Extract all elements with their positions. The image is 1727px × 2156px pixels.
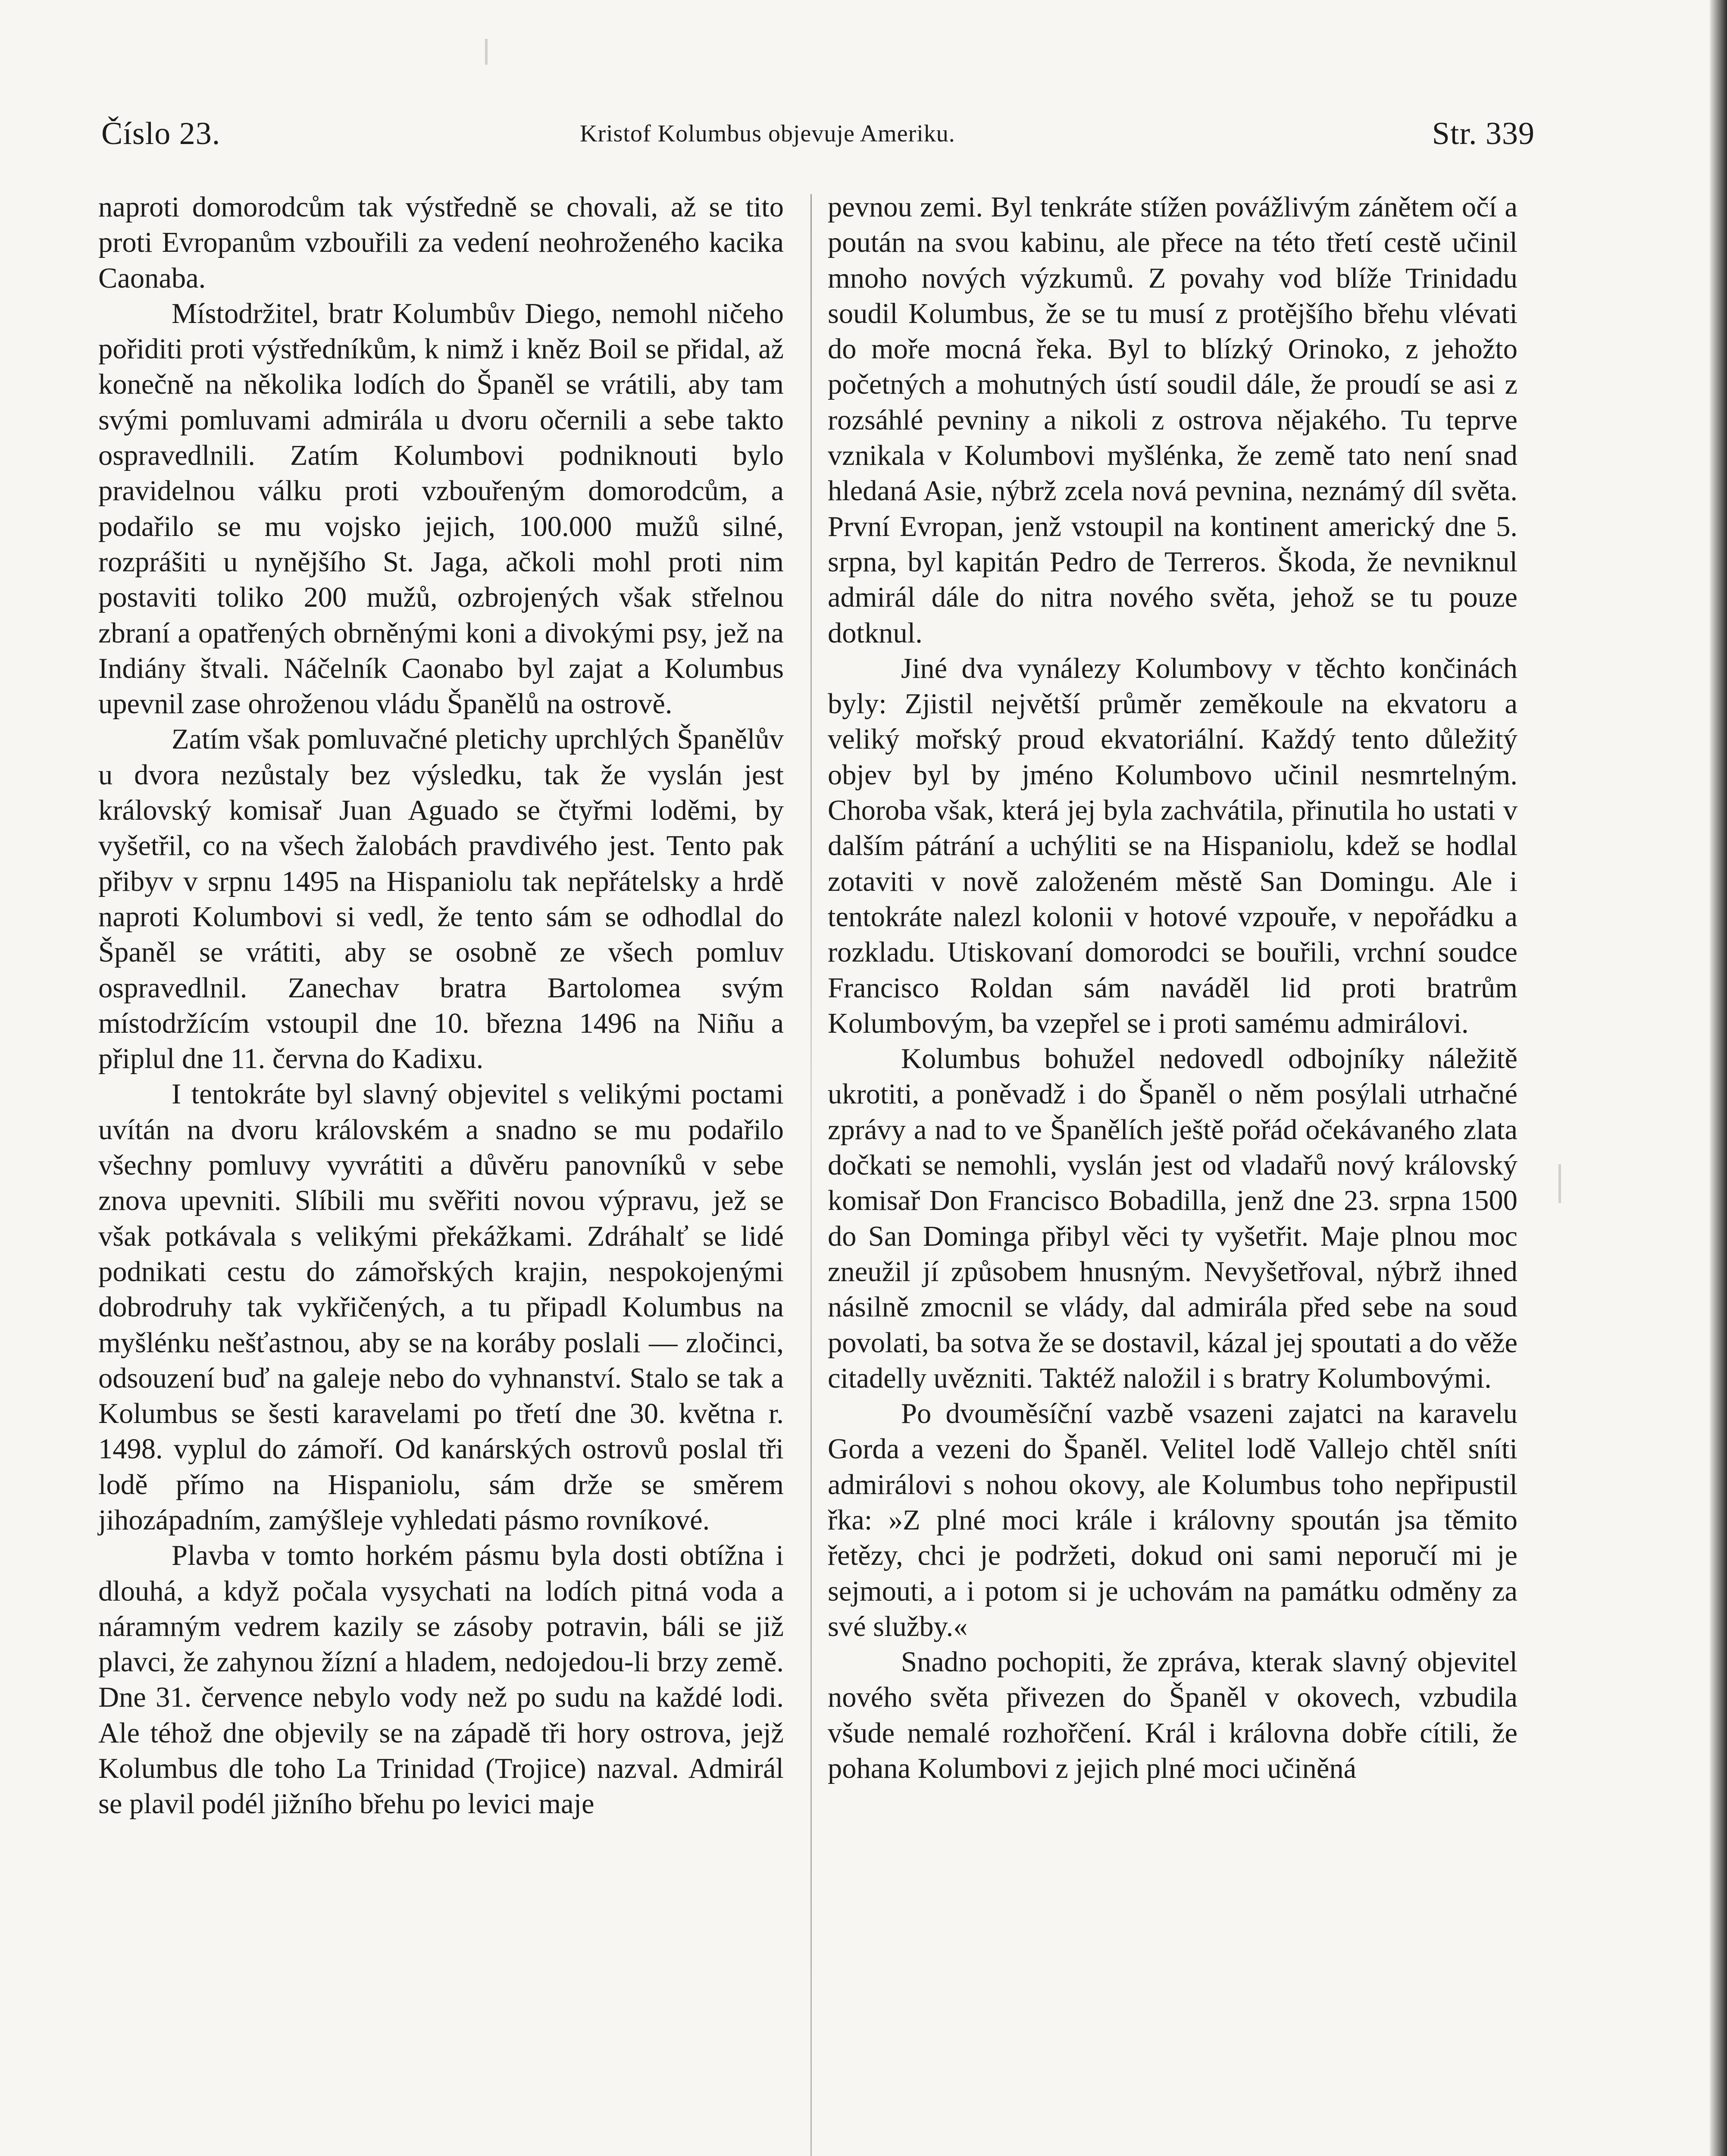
running-header	[101, 116, 1535, 154]
paragraph: Kolumbus bohužel nedovedl odbojníky náležitě ukrotiti, a poněvadž i do Španěl o něm posýlali utrhačné zprávy a nad to ve Španělích ještě pořád očekávaného zlata dočkati se nemohli, vyslán jest od vladařů nový královský komisař Don Francisco Bobadilla, jenž dne 23. srpna 1500 do San Dominga přibyl věci ty vyšetřit. Maje plnou moc zneužil jí způsobem hnusným. Nevyšetřoval, nýbrž ihned násilně zmocnil se vlády, dal admirála před sebe na soud povolati, ba sotva že se dostavil, kázal jej spoutati a do věže citadelly uvězniti. Taktéž naložil i s bratry Kolumbovými.	[828, 1043, 1517, 1394]
paragraph: Plavba v tomto horkém pásmu byla dosti obtížna i dlouhá, a když počala vysychati na lodích pitná voda a náramným vedrem kazily se zásoby potravin, báli se již plavci, že zahynou žízní a hladem, nedojedou-li brzy země. Dne 31. července nebylo vody než po sudu na každé lodi. Ale téhož dne objevily se na západě tři hory ostrova, jejž Kolumbus dle toho La Trinidad (Trojice) nazval. Admirál se plavil podél jižního břehu po levici maje	[98, 1540, 784, 1820]
running-title: Kristof Kolumbus objevuje Ameriku.	[580, 120, 955, 147]
paragraph: I tentokráte byl slavný objevitel s velikými poctami uvítán na dvoru královském a snadno se mu podařilo všechny pomluvy vyvrátiti a důvěru panovníků v sebe znova upevniti. Slíbili mu svěřiti novou výpravu, jež se však potkávala s velikými překážkami. Zdráhalť se lidé podnikati cestu do zámořských krajin, nespokojenými dobrodruhy tak vykřičených, a tu připadl Kolumbus na myšlénku nešťastnou, aby se na koráby poslali — zločinci, odsouzení buď na galeje nebo do vyhnanství. Stalo se tak a Kolumbus se šesti karavelami po třetí dne 30. května r. 1498. vyplul do zámoří. Od kanárských ostrovů poslal tři lodě přímo na Hispaniolu, sám drže se směrem jihozápadním, zamýšleje vyhledati pásmo rovníkové.	[98, 1078, 784, 1536]
paragraph: Zatím však pomluvačné pletichy uprchlých Španělův u dvora nezůstaly bez výsledku, tak že vyslán jest královský komisař Juan Aguado se čtyřmi loděmi, by vyšetřil, co na všech žalobách pravdivého jest. Tento pak přibyv v srpnu 1495 na Hispaniolu tak nepřátelsky a hrdě naproti Kolumbovi si vedl, že tento sám se odhodlal do Španěl se vrátiti, aby se osobně ze všech pomluv ospravedlnil. Zanechav bratra Bartolomea svým místodržícím vstoupil dne 10. března 1496 na Niñu a připlul dne 11. června do Kadixu.	[98, 724, 784, 1075]
scan-artifact	[485, 39, 488, 65]
page-number: Str. 339	[1432, 116, 1535, 151]
column-divider	[810, 194, 812, 2156]
issue-number: Číslo 23.	[101, 116, 221, 151]
paragraph: pevnou zemi. Byl tenkráte stížen povážlivým zánětem očí a poután na svou kabinu, ale přece na této třetí cestě učinil mnoho nových výzkumů. Z povahy vod blíže Trinidadu soudil Kolumbus, že se tu musí z protějšího břehu vlévati do moře mocná řeka. Byl to blízký Orinoko, z jehožto početných a mohutných ústí soudil dále, že proudí se asi z rozsáhlé pevniny a nikoli z ostrova nějakého. Tu teprve vznikala v Kolumbovi myšlénka, že země tato není snad hledaná Asie, nýbrž zcela nová pevnina, neznámý díl světa. První Evropan, jenž vstoupil na kontinent americký dne 5. srpna, byl kapitán Pedro de Terreros. Škoda, že nevniknul admirál dále do nitra nového světa, jehož se tu pouze dotknul.	[828, 191, 1517, 649]
paragraph: Po dvouměsíční vazbě vsazeni zajatci na karavelu Gorda a vezeni do Španěl. Velitel lodě Vallejo chtěl sníti admirálovi s nohou okovy, ale Kolumbus toho nepřipustil řka: »Z plné moci krále i královny spoután jsa těmito řetězy, chci je podržeti, dokud oni sami neporučí mi je sejmouti, a i potom si je uchovám na památku odměny za své služby.«	[828, 1398, 1517, 1642]
scan-artifact	[1558, 1164, 1561, 1203]
right-column	[828, 190, 1517, 1786]
left-column	[98, 190, 784, 1822]
paragraph: Jiné dva vynálezy Kolumbovy v těchto končinách byly: Zjistil největší průměr zeměkoule na ekvatoru a veliký mořský proud ekvatoriální. Každý tento důležitý objev byl by jméno Kolumbovo učinil nesmrtelným. Choroba však, která jej byla zachvátila, přinutila ho ustati v dalším pátrání a uchýliti se na Hispaniolu, kdež se hodlal zotaviti v nově založeném městě San Domingu. Ale i tentokráte nalezl kolonii v hotové vzpouře, v nepořádku a rozkladu. Utiskovaní domorodci se bouřili, vrchní soudce Francisco Roldan sám naváděl lid proti bratrům Kolumbovým, ba vzepřel se i proti samému admirálovi.	[828, 652, 1517, 1039]
paragraph: Místodržitel, bratr Kolumbův Diego, nemohl ničeho pořiditi proti výstředníkům, k nimž i kněz Boil se přidal, až konečně na několika lodích do Španěl se vrátili, aby tam svými pomluvami admirála u dvoru očernili a sebe takto ospravedlnili. Zatím Kolumbovi podniknouti bylo pravidelnou válku proti vzbouřeným domorodcům, a podařilo se mu vojsko jejich, 100.000 mužů silné, rozprášiti u nynějšího St. Jaga, ačkoli mohl proti nim postaviti toliko 200 mužů, ozbrojených však střelnou zbraní a opatřených obrněnými koni a divokými psy, jež na Indiány štvali. Náčelník Caonabo byl zajat a Kolumbus upevnil zase ohroženou vládu Španělů na ostrově.	[98, 298, 784, 720]
page-edge-shadow	[1710, 0, 1727, 2156]
paragraph: Snadno pochopiti, že zpráva, kterak slavný objevitel nového světa přivezen do Španěl v okovech, vzbudila všude nemalé rozhořčení. Král i královna dobře cítili, že pohana Kolumbovi z jejich plné moci učiněná	[828, 1646, 1517, 1785]
paragraph: naproti domorodcům tak výstředně se chovali, až se tito proti Evropanům vzbouřili za vedení neohroženého kacika Caonaba.	[98, 191, 784, 294]
